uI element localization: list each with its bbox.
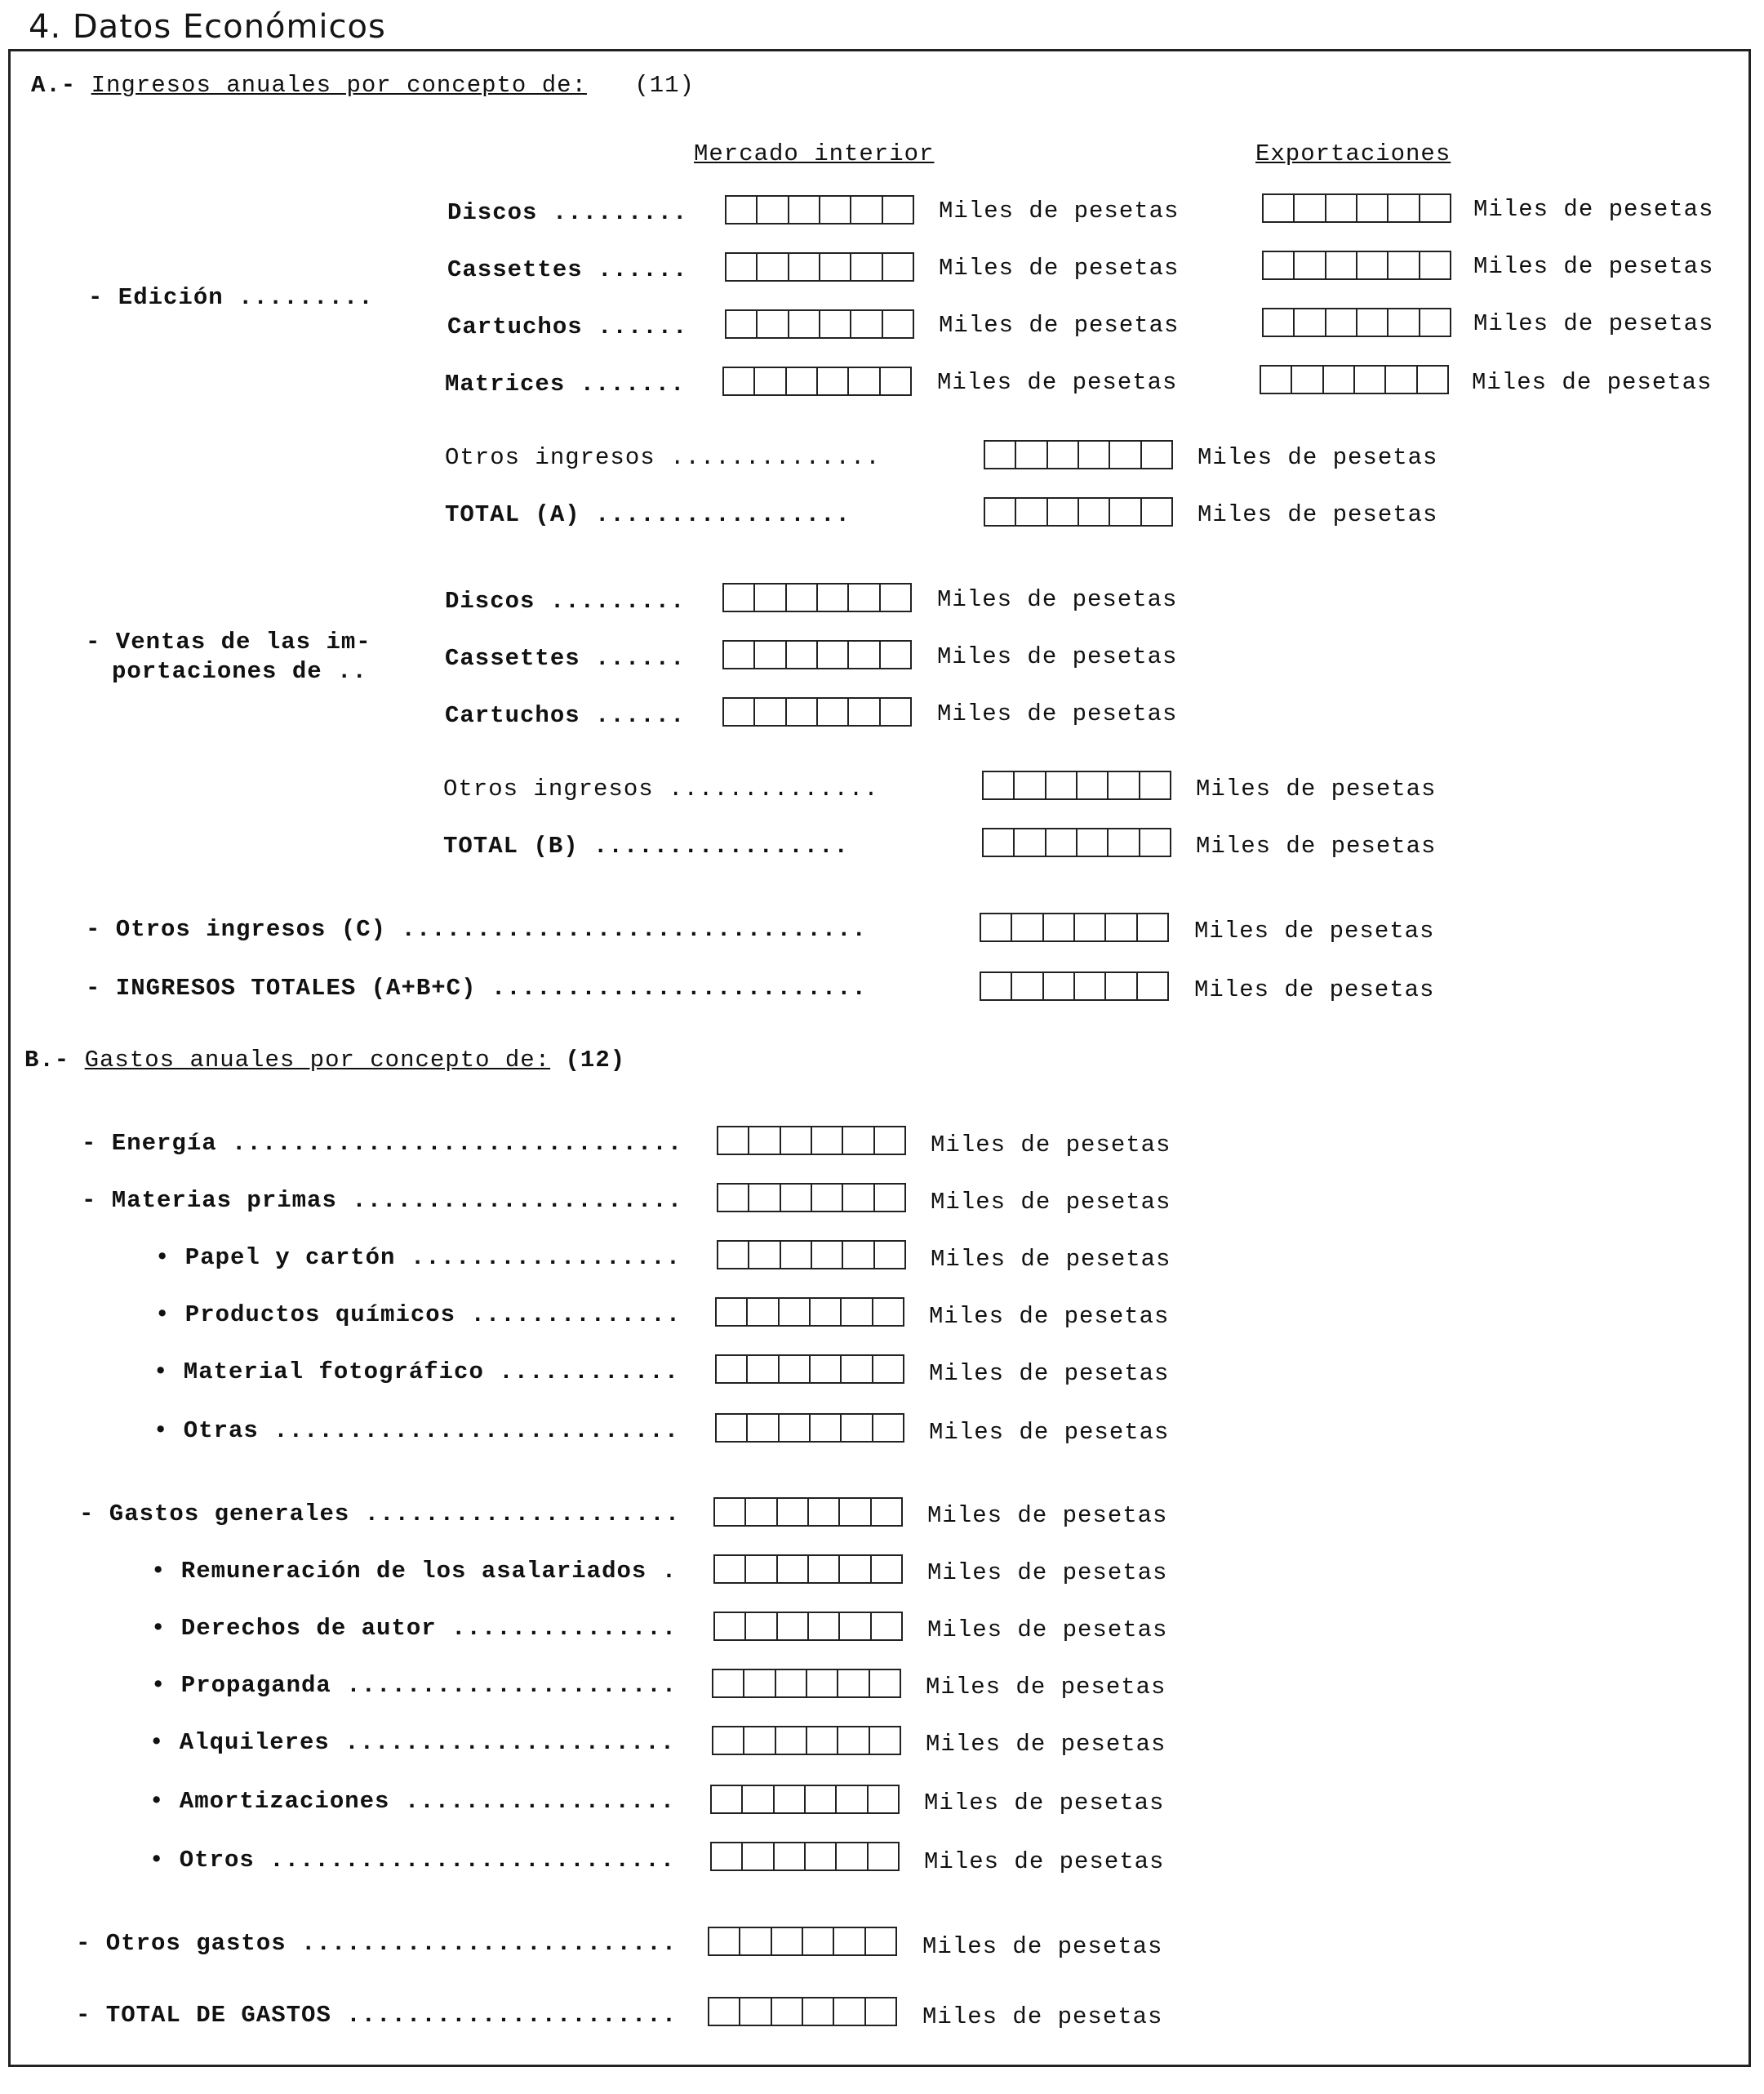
gasto-productos-quimicos: • Productos químicos .............. <box>155 1301 682 1328</box>
ingresos-totales: - INGRESOS TOTALES (A+B+C) ......................... <box>86 975 867 1002</box>
gasto-energia: - Energía .............................. <box>82 1130 683 1157</box>
total-b-input[interactable] <box>982 828 1171 857</box>
gasto-materias-primas: - Materias primas ...................... <box>82 1187 683 1214</box>
alquileres-input[interactable] <box>712 1726 901 1755</box>
unit-label: Miles de pesetas <box>926 1731 1166 1758</box>
edicion-item-discos: Discos ......... <box>447 199 688 226</box>
ventas-item-cartuchos: Cartuchos ...... <box>445 702 686 729</box>
unit-label: Miles de pesetas <box>1194 918 1435 945</box>
edicion-label: - Edición ......... <box>88 284 374 311</box>
gasto-alquileres: • Alquileres ...................... <box>149 1729 676 1756</box>
unit-label: Miles de pesetas <box>929 1360 1170 1387</box>
ventas-label-line1: - Ventas de las im- <box>86 629 371 656</box>
unit-label: Miles de pesetas <box>924 1848 1165 1875</box>
section-b-header <box>24 1047 625 1074</box>
edicion-item-matrices: Matrices ....... <box>445 371 686 398</box>
edicion-cartuchos-export-input[interactable] <box>1262 308 1451 337</box>
unit-label: Miles de pesetas <box>929 1303 1170 1330</box>
total-de-gastos: - TOTAL DE GASTOS ...................... <box>76 2002 678 2029</box>
unit-label: Miles de pesetas <box>927 1616 1168 1643</box>
gastos-generales-input[interactable] <box>713 1497 903 1527</box>
ventas-otros-input[interactable] <box>982 771 1171 800</box>
unit-label: Miles de pesetas <box>939 312 1180 339</box>
edicion-otros-ingresos: Otros ingresos .............. <box>445 444 881 471</box>
unit-label: Miles de pesetas <box>1196 833 1437 860</box>
unit-label: Miles de pesetas <box>927 1559 1168 1586</box>
edicion-item-cartuchos: Cartuchos ...... <box>447 313 688 340</box>
amortizaciones-input[interactable] <box>710 1785 900 1814</box>
ventas-item-discos: Discos ......... <box>445 588 686 615</box>
unit-label: Miles de pesetas <box>1197 501 1438 528</box>
edicion-discos-export-input[interactable] <box>1262 193 1451 223</box>
unit-label: Miles de pesetas <box>1473 196 1714 223</box>
unit-label: Miles de pesetas <box>926 1674 1166 1701</box>
edicion-cassettes-interior-input[interactable] <box>725 252 914 282</box>
unit-label: Miles de pesetas <box>937 700 1178 727</box>
ventas-cassettes-input[interactable] <box>722 640 912 669</box>
section-b-note: (12) <box>565 1047 626 1074</box>
total-a-input[interactable] <box>984 497 1173 527</box>
gasto-derechos-autor: • Derechos de autor ............... <box>151 1615 678 1642</box>
unit-label: Miles de pesetas <box>931 1131 1171 1158</box>
energia-input[interactable] <box>717 1126 906 1155</box>
unit-label: Miles de pesetas <box>939 255 1180 282</box>
otras-input[interactable] <box>715 1413 904 1443</box>
section-a-header <box>31 72 695 99</box>
section-a-label: A.- <box>31 72 77 99</box>
page-title: 4. Datos Económicos <box>29 8 386 46</box>
unit-label: Miles de pesetas <box>1473 253 1714 280</box>
gasto-amortizaciones: • Amortizaciones .................. <box>149 1788 676 1815</box>
unit-label: Miles de pesetas <box>922 1933 1163 1960</box>
column-header-interior: Mercado interior <box>694 140 935 167</box>
edicion-item-cassettes: Cassettes ...... <box>447 256 688 283</box>
total-gastos-input[interactable] <box>708 1997 897 2026</box>
gasto-papel-carton: • Papel y cartón .................. <box>155 1244 682 1271</box>
gasto-otras: • Otras ........................... <box>153 1417 680 1444</box>
otros-gastos-generales-input[interactable] <box>710 1842 900 1871</box>
papel-carton-input[interactable] <box>717 1240 906 1269</box>
ventas-item-cassettes: Cassettes ...... <box>445 645 686 672</box>
edicion-matrices-export-input[interactable] <box>1260 365 1449 394</box>
unit-label: Miles de pesetas <box>922 2003 1163 2030</box>
edicion-total-a: TOTAL (A) ................. <box>445 501 851 528</box>
gasto-otros-gastos: - Otros gastos ......................... <box>76 1930 678 1957</box>
unit-label: Miles de pesetas <box>1473 310 1714 337</box>
otros-ingresos-c-input[interactable] <box>980 913 1169 942</box>
unit-label: Miles de pesetas <box>937 643 1178 670</box>
productos-quimicos-input[interactable] <box>715 1297 904 1327</box>
gasto-otros: • Otros ........................... <box>149 1847 676 1874</box>
gasto-material-fotografico: • Material fotográfico ............ <box>153 1358 680 1385</box>
unit-label: Miles de pesetas <box>1472 369 1713 396</box>
unit-label: Miles de pesetas <box>929 1419 1170 1446</box>
section-b-heading: Gastos anuales por concepto de: <box>84 1047 551 1074</box>
unit-label: Miles de pesetas <box>924 1789 1165 1816</box>
unit-label: Miles de pesetas <box>931 1189 1171 1216</box>
gasto-propaganda: • Propaganda ...................... <box>151 1672 678 1699</box>
otros-ingresos-c: - Otros ingresos (C) ............................... <box>86 916 867 943</box>
unit-label: Miles de pesetas <box>1194 976 1435 1003</box>
ventas-discos-input[interactable] <box>722 583 912 612</box>
remuneracion-input[interactable] <box>713 1554 903 1584</box>
section-a-heading: Ingresos anuales por concepto de: <box>91 72 587 99</box>
edicion-cassettes-export-input[interactable] <box>1262 251 1451 280</box>
section-b-label: B.- <box>24 1047 70 1074</box>
gasto-generales: - Gastos generales ..................... <box>79 1500 681 1527</box>
unit-label: Miles de pesetas <box>1196 776 1437 802</box>
edicion-matrices-interior-input[interactable] <box>722 367 912 396</box>
ventas-label-line2: portaciones de .. <box>112 658 367 685</box>
edicion-cartuchos-interior-input[interactable] <box>725 309 914 339</box>
ingresos-totales-input[interactable] <box>980 971 1169 1001</box>
otros-gastos-input[interactable] <box>708 1927 897 1956</box>
materias-primas-input[interactable] <box>717 1183 906 1212</box>
gasto-remuneracion: • Remuneración de los asalariados . <box>151 1558 678 1585</box>
unit-label: Miles de pesetas <box>931 1246 1171 1273</box>
column-header-export: Exportaciones <box>1255 140 1451 167</box>
unit-label: Miles de pesetas <box>927 1502 1168 1529</box>
ventas-otros-ingresos: Otros ingresos .............. <box>443 776 879 802</box>
ventas-cartuchos-input[interactable] <box>722 697 912 727</box>
unit-label: Miles de pesetas <box>937 369 1178 396</box>
ventas-total-b: TOTAL (B) ................. <box>443 833 849 860</box>
unit-label: Miles de pesetas <box>939 198 1180 225</box>
edicion-discos-interior-input[interactable] <box>725 195 914 225</box>
section-a-note: (11) <box>634 72 695 99</box>
derechos-autor-input[interactable] <box>713 1612 903 1641</box>
unit-label: Miles de pesetas <box>1197 444 1438 471</box>
propaganda-input[interactable] <box>712 1669 901 1698</box>
unit-label: Miles de pesetas <box>937 586 1178 613</box>
edicion-otros-input[interactable] <box>984 440 1173 469</box>
material-fotografico-input[interactable] <box>715 1354 904 1384</box>
